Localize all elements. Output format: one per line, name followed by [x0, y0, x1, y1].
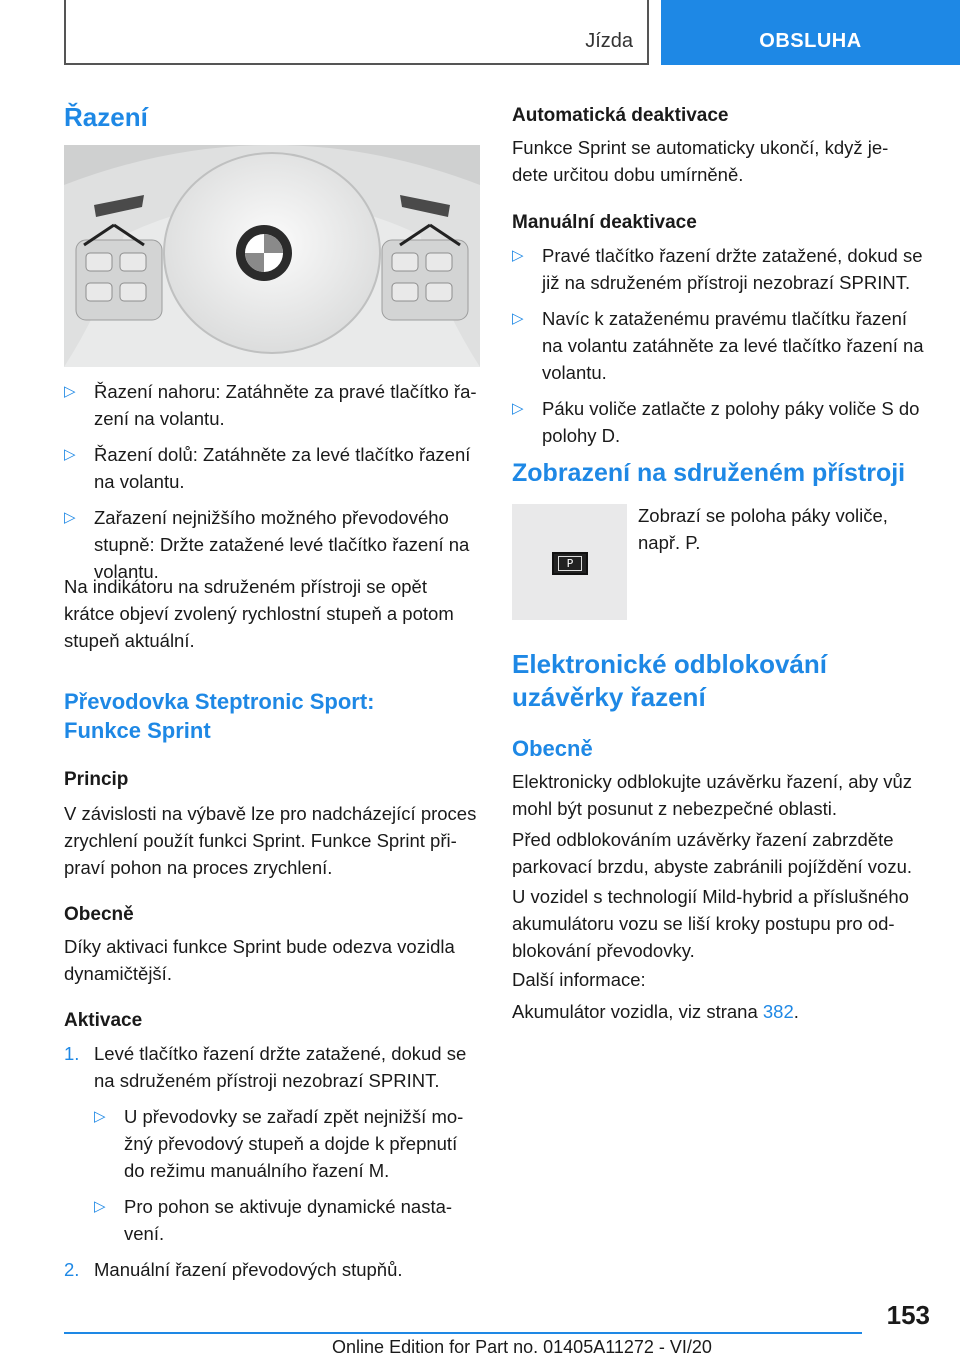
- bullet-triangle-icon: ▷: [64, 446, 76, 463]
- step-item-2: [64, 1256, 480, 1283]
- text-line: Pro pohon se aktivuje dynamické nasta-: [124, 1196, 453, 1217]
- text-line: akumulátoru vozu se liší kroky postupu pro od-: [512, 913, 895, 934]
- text-line: Elektronicky odblokujte uzávěrku řazení, aby vůz: [512, 771, 913, 792]
- paragraph-battery-ref: [512, 998, 928, 1025]
- bullet-item-pull-left: [512, 305, 932, 386]
- text-line: na sdruženém přístroji nezobrazí SPRINT.: [94, 1070, 440, 1091]
- sub-bullet-downshift: [64, 1103, 480, 1184]
- section-title-electronic-unlock: [512, 648, 928, 714]
- text-line: žný převodový stupeň a dojde k přepnutí: [124, 1133, 458, 1154]
- text-line: volantu.: [542, 362, 607, 383]
- sub-bullet-dynamic: [64, 1193, 480, 1247]
- paragraph-indicator: [64, 573, 480, 654]
- title-line: uzávěrky řazení: [512, 682, 706, 712]
- subheading-princip: Princip: [64, 769, 129, 790]
- header-chapter-label: OBSLUHA: [759, 30, 862, 52]
- text-line: již na sdruženém přístroji nezobrazí SPRINT.: [542, 272, 911, 293]
- bullet-triangle-icon: ▷: [512, 247, 524, 264]
- paragraph-more-info: Další informace:: [512, 969, 646, 990]
- reference-text: Akumulátor vozidla, viz strana: [512, 1001, 763, 1022]
- text-line: mohl být posunut z nebezpečné oblasti.: [512, 798, 837, 819]
- paragraph-auto-deactivation: [512, 134, 928, 188]
- bullet-item-hold-right: [512, 242, 932, 296]
- text-line: krátce objeví zvolený rychlostní stupeň a potom: [64, 603, 454, 624]
- bullet-triangle-icon: ▷: [512, 400, 524, 417]
- paragraph-unlock-2: [512, 826, 932, 880]
- gear-indicator-frame: [552, 552, 588, 575]
- paragraph-obecne: [64, 933, 480, 987]
- text-line: dynamičtější.: [64, 963, 172, 984]
- step-item-1: [64, 1040, 480, 1094]
- instrument-cluster-illustration: [512, 504, 627, 620]
- bullet-line: na volantu.: [94, 471, 185, 492]
- text-line: zrychlení použít funkci Sprint. Funkce Sprint při-: [64, 830, 457, 851]
- text-line: Navíc k zataženému pravému tlačítku řazení: [542, 308, 908, 329]
- text-line: polohy D.: [542, 425, 621, 446]
- title-line: Funkce Sprint: [64, 718, 211, 743]
- text-line: Manuální řazení převodových stupňů.: [94, 1259, 403, 1280]
- bullet-triangle-icon: ▷: [64, 509, 76, 526]
- section-title-steptronic: [64, 687, 480, 745]
- bullet-item-shift-up: [64, 378, 480, 432]
- text-line: U převodovky se zařadí zpět nejnižší mo-: [124, 1106, 464, 1127]
- text-line: stupeň aktuální.: [64, 630, 195, 651]
- text-line: např. P.: [638, 532, 701, 553]
- text-line: Na indikátoru na sdruženém přístroji se opět: [64, 576, 427, 597]
- subheading-auto-deactivation: Automatická deaktivace: [512, 105, 729, 126]
- reference-end: .: [793, 1001, 799, 1022]
- activation-steps: [64, 1040, 480, 1283]
- page-number: 153: [886, 1300, 930, 1330]
- bullet-line: volantu.: [94, 561, 159, 582]
- text-line: U vozidel s technologií Mild-hybrid a příslušného: [512, 886, 909, 907]
- text-line: Před odblokováním uzávěrky řazení zabrzděte: [512, 829, 894, 850]
- text-line: dete určitou dobu umírněně.: [512, 164, 744, 185]
- header-section-tab: [64, 0, 649, 65]
- paragraph-unlock-3: [512, 883, 932, 964]
- text-line: praví pohon na proces zrychlení.: [64, 857, 333, 878]
- text-line: do režimu manuálního řazení M.: [124, 1160, 390, 1181]
- text-line: vení.: [124, 1223, 165, 1244]
- subheading-aktivace: Aktivace: [64, 1010, 143, 1031]
- title-line: Převodovka Steptronic Sport:: [64, 689, 375, 714]
- text-line: Funkce Sprint se automaticky ukončí, když je-: [512, 137, 889, 158]
- step-number: 2.: [64, 1259, 80, 1280]
- gear-indicator-symbol: P: [558, 556, 582, 571]
- header-chapter-tab: [661, 0, 960, 65]
- text-line: Levé tlačítko řazení držte zatažené, dokud se: [94, 1043, 467, 1064]
- bullet-triangle-icon: ▷: [94, 1108, 106, 1125]
- bullet-triangle-icon: ▷: [94, 1198, 106, 1215]
- step-number: 1.: [64, 1043, 80, 1064]
- text-line: Zobrazí se poloha páky voliče,: [638, 505, 888, 526]
- header-section-label: Jízda: [585, 30, 633, 52]
- section-title-display: Zobrazení na sdruženém přístroji: [512, 459, 906, 487]
- text-line: parkovací brzdu, abyste zabránili pojíždění vozu.: [512, 856, 913, 877]
- subheading-obecne-right: Obecně: [512, 736, 593, 761]
- title-line: Elektronické odblokování: [512, 649, 827, 679]
- text-line: blokování převodovky.: [512, 940, 695, 961]
- bullet-line: zení na volantu.: [94, 408, 225, 429]
- bullet-item-shift-down: [64, 441, 480, 495]
- footer-divider: [64, 1332, 862, 1334]
- bullet-line: stupně: Držte zatažené levé tlačítko řazení na: [94, 534, 470, 555]
- text-line: Pravé tlačítko řazení držte zatažené, dokud se: [542, 245, 923, 266]
- footer-edition-text: Online Edition for Part no. 01405A11272 - VI/20: [332, 1337, 712, 1357]
- text-line: na volantu zatáhněte za levé tlačítko řazení na: [542, 335, 924, 356]
- paragraph-unlock-1: [512, 768, 932, 822]
- bullet-line: Řazení nahoru: Zatáhněte za pravé tlačítko řa-: [94, 381, 477, 402]
- bullet-line: Zařazení nejnižšího možného převodového: [94, 507, 449, 528]
- paragraph-display: [638, 502, 928, 556]
- bullet-line: Řazení dolů: Zatáhněte za levé tlačítko řazení: [94, 444, 471, 465]
- text-line: Díky aktivaci funkce Sprint bude odezva vozidla: [64, 936, 455, 957]
- subheading-obecne: Obecně: [64, 904, 134, 925]
- paragraph-princip: [64, 800, 484, 881]
- manual-deactivation-list: [512, 242, 932, 449]
- text-line: V závislosti na výbavě lze pro nadcházející proces: [64, 803, 477, 824]
- bullet-item-selector-lever: [512, 395, 932, 449]
- steering-wheel-illustration: [64, 145, 480, 367]
- bullet-triangle-icon: ▷: [512, 310, 524, 327]
- text-line: Páku voliče zatlačte z polohy páky voliče S do: [542, 398, 920, 419]
- bullet-triangle-icon: ▷: [64, 383, 76, 400]
- page-reference-link[interactable]: 382: [762, 1001, 794, 1022]
- section-title-razeni: Řazení: [64, 102, 148, 132]
- subheading-manual-deactivation: Manuální deaktivace: [512, 212, 697, 233]
- shift-bullet-list: [64, 378, 480, 585]
- steering-wheel-drawing: [64, 145, 480, 367]
